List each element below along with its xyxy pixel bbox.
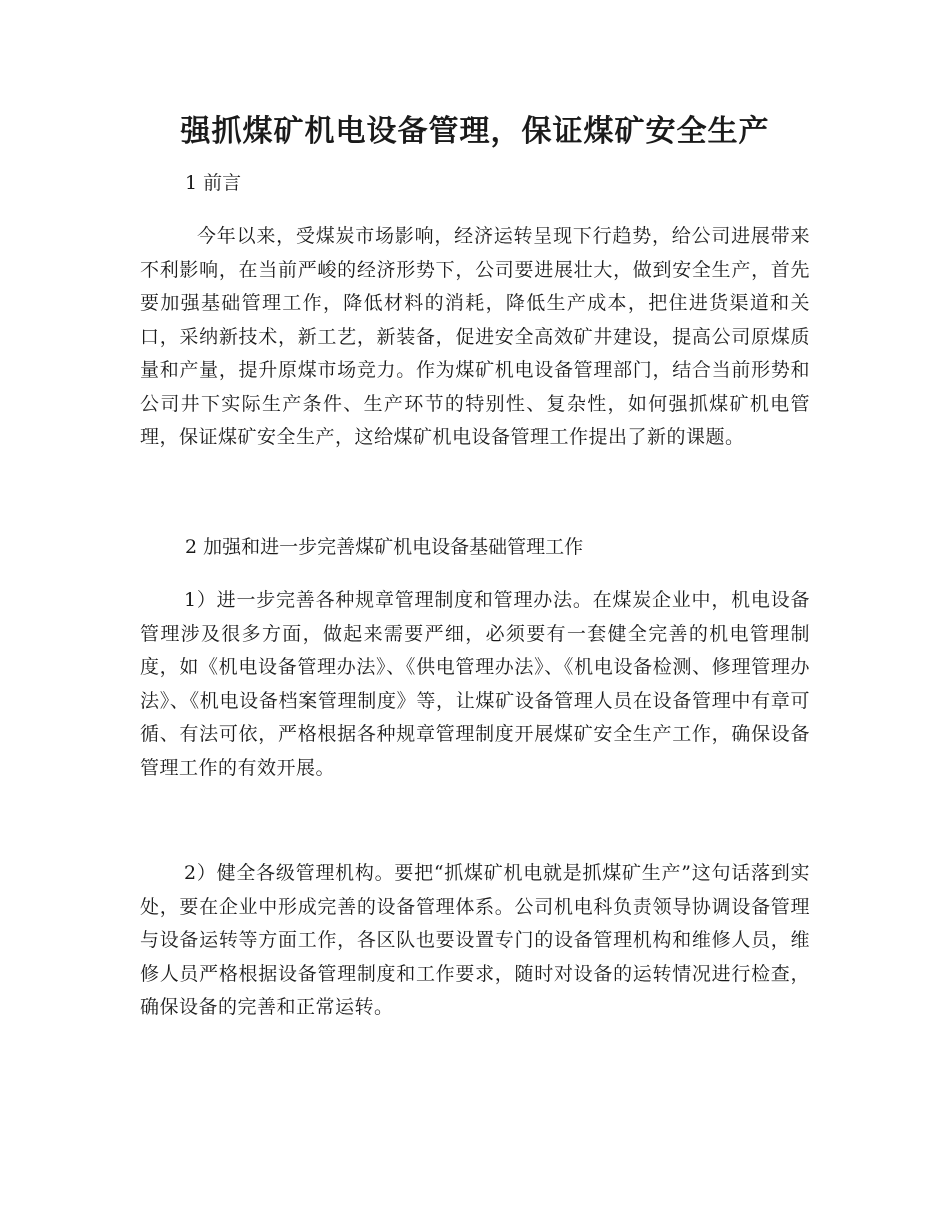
section-heading-management: 2 加强和进一步完善煤矿机电设备基础管理工作 (185, 536, 584, 558)
document-title: 强抓煤矿机电设备管理，保证煤矿安全生产 (180, 114, 770, 149)
section-heading-preface: 1 前言 (185, 172, 242, 194)
paragraph-organization: 2）健全各级管理机构。要把“抓煤矿机电就是抓煤矿生产”这句话落到实处，要在企业中形成完善的设备管理体系。公司机电科负责领导协调设备管理与设备运转等方面工作，各区队也要设置专门的设备管理机构和维修人员，维修人员严格根据设备管理制度和工作要求，随时对设备的运转情况进行检查，确保设备的完善和正常运转。 (140, 862, 810, 1018)
paragraph-preface: 今年以来，受煤炭市场影响，经济运转呈现下行趋势，给公司进展带来不利影响，在当前严峻的经济形势下，公司要进展壮大，做到安全生产，首先要加强基础管理工作，降低材料的消耗，降低生产成本，把住进货渠道和关口，采纳新技术，新工艺，新装备，促进安全高效矿井建设，提高公司原煤质量和产量，提升原煤市场竞力。作为煤矿机电设备管理部门，结合当前形势和公司井下实际生产条件、生产环节的特别性、复杂性，如何强抓煤矿机电管理，保证煤矿安全生产，这给煤矿机电设备管理工作提出了新的课题。 (140, 225, 810, 448)
paragraph-rules: 1）进一步完善各种规章管理制度和管理办法。在煤炭企业中，机电设备管理涉及很多方面，做起来需要严细，必须要有一套健全完善的机电管理制度，如《机电设备管理办法》、《供电管理办法》、《机电设备检测、修理管理办法》、《机电设备档案管理制度》等，让煤矿设备管理人员在设备管理中有章可循、有法可依，严格根据各种规章管理制度开展煤矿安全生产工作，确保设备管理工作的有效开展。 (140, 589, 810, 779)
